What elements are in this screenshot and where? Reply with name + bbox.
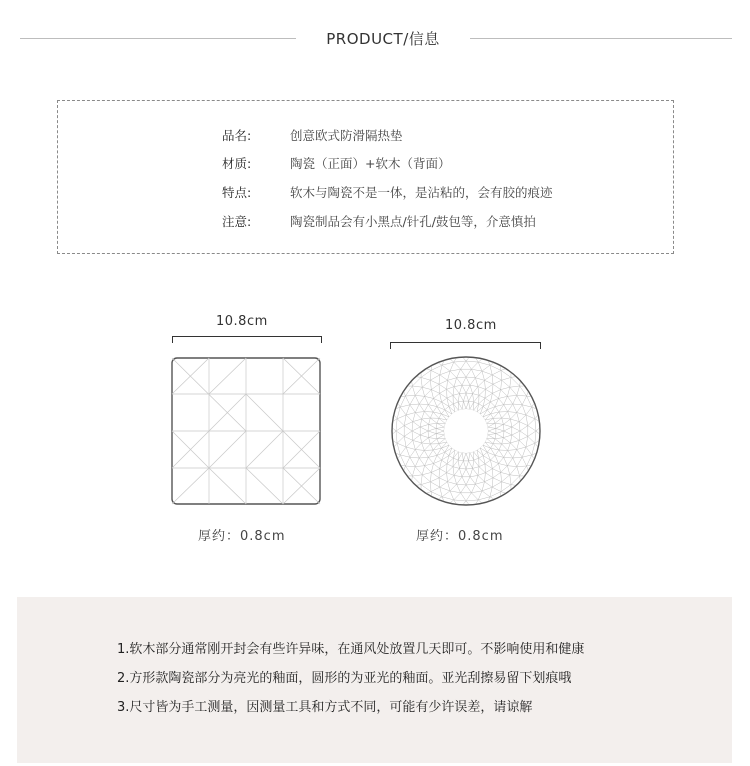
info-value: 软木与陶瓷不是一体，是沾粘的，会有胶的痕迹 [290, 185, 553, 200]
info-label: 注意: [222, 214, 252, 229]
info-value: 陶瓷制品会有小黑点/针孔/鼓包等，介意慎拍 [290, 214, 536, 229]
info-row-notice [222, 212, 536, 230]
section-title: PRODUCT/信息 [326, 30, 440, 48]
info-row-name [222, 126, 403, 144]
info-label: 品名: [222, 128, 252, 143]
notes-panel [17, 597, 732, 763]
square-thickness-label: 厚约：0.8cm [198, 529, 286, 544]
square-coaster-image [170, 356, 322, 506]
note-item: 3.尺寸皆为手工测量，因测量工具和方式不同，可能有少许误差，请谅解 [117, 700, 533, 715]
info-row-material [222, 154, 450, 172]
header-divider-right [470, 38, 732, 39]
info-row-feature [222, 183, 553, 201]
note-item: 2.方形款陶瓷部分为亮光的釉面，圆形的为亚光的釉面。亚光刮擦易留下划痕哦 [117, 671, 572, 686]
info-value: 陶瓷（正面）+软木（背面） [290, 156, 451, 171]
square-dimension-bracket [172, 336, 322, 343]
round-coaster-image [387, 352, 545, 510]
info-label: 材质: [222, 156, 252, 171]
info-label: 特点: [222, 185, 252, 200]
round-thickness-label: 厚约：0.8cm [416, 529, 504, 544]
note-item: 1.软木部分通常刚开封会有些许异味，在通风处放置几天即可。不影响使用和健康 [117, 642, 585, 657]
round-size-label: 10.8cm [445, 318, 497, 333]
square-size-label: 10.8cm [216, 314, 268, 329]
round-dimension-bracket [390, 342, 541, 349]
product-info-box [57, 100, 674, 254]
header-divider-left [20, 38, 296, 39]
info-value: 创意欧式防滑隔热垫 [290, 128, 403, 143]
